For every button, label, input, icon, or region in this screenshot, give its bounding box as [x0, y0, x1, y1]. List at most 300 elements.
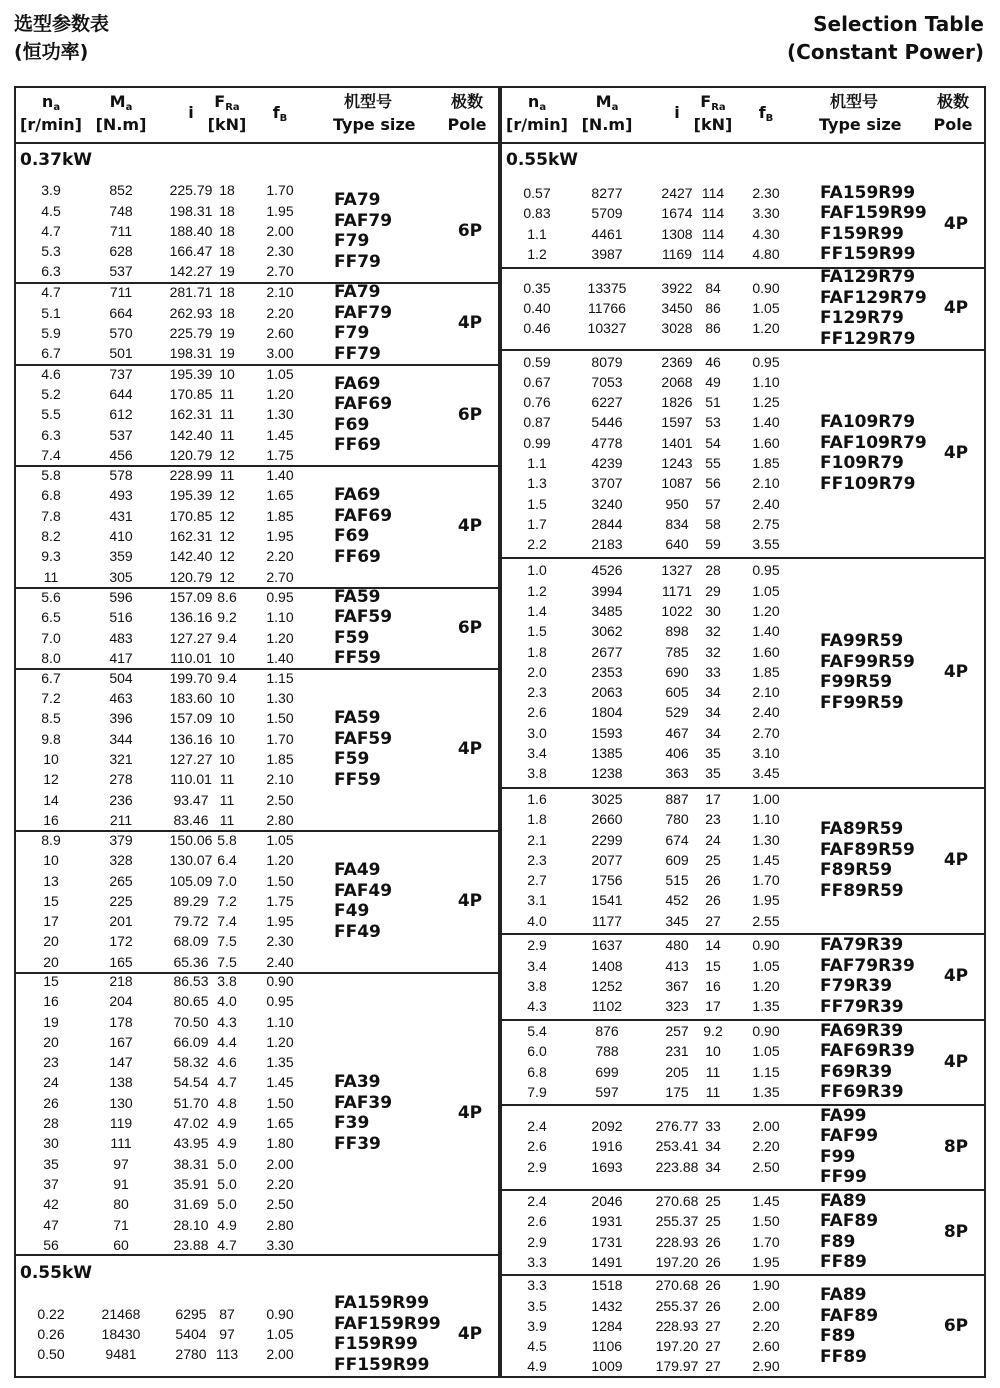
- type-size: FF69: [334, 546, 381, 567]
- type-size: FA79: [334, 282, 381, 302]
- table-row: [16, 587, 316, 607]
- table-row: [16, 1194, 316, 1214]
- cell-ratio: 255.37: [655, 1297, 699, 1314]
- cell-service-factor: 1.95: [752, 1253, 780, 1270]
- cell-speed: 12: [43, 771, 59, 788]
- type-size: FA159R99: [820, 182, 916, 203]
- cell-ratio: 80.65: [173, 993, 209, 1010]
- type-size: FF99: [820, 1167, 867, 1187]
- cell-service-factor: 2.40: [752, 495, 780, 512]
- type-size-list: [820, 1285, 940, 1367]
- cell-radial-load: 25: [705, 1213, 721, 1230]
- cell-ratio: 157.09: [169, 588, 213, 605]
- cell-service-factor: 0.95: [752, 562, 780, 579]
- cell-speed: 8.9: [41, 831, 61, 848]
- pole-count: 4P: [457, 516, 483, 536]
- cell-torque: 10327: [587, 320, 627, 337]
- type-size-list: [820, 819, 940, 901]
- cell-speed: 0.50: [37, 1346, 65, 1363]
- cell-torque: 91: [113, 1175, 129, 1192]
- cell-radial-load: 34: [705, 1138, 721, 1155]
- type-size: FA129R79: [820, 267, 916, 287]
- table-row: [16, 1052, 316, 1072]
- cell-radial-load: 3.8: [217, 972, 237, 989]
- table-row: [502, 1316, 802, 1336]
- cell-service-factor: 0.90: [752, 937, 780, 954]
- type-size: F109R79: [820, 453, 904, 473]
- table-row: [16, 628, 316, 648]
- cell-radial-load: 5.8: [217, 831, 237, 848]
- cell-ratio: 228.93: [655, 1233, 699, 1250]
- cell-ratio: 363: [665, 765, 689, 782]
- cell-ratio: 1597: [661, 414, 693, 431]
- cell-speed: 1.4: [527, 602, 547, 619]
- pole-count: 4P: [943, 966, 969, 986]
- cell-torque: 644: [109, 386, 133, 403]
- cell-service-factor: 1.35: [266, 1054, 294, 1071]
- table-row: [16, 445, 316, 465]
- cell-service-factor: 2.50: [266, 791, 294, 808]
- cell-torque: 2046: [591, 1192, 623, 1209]
- cell-speed: 3.1: [527, 892, 547, 909]
- cell-service-factor: 2.55: [752, 912, 780, 929]
- cell-ratio: 253.41: [655, 1138, 699, 1155]
- cell-radial-load: 28: [705, 562, 721, 579]
- cell-radial-load: 32: [705, 623, 721, 640]
- cell-speed: 0.67: [523, 373, 551, 390]
- type-size: F69: [334, 526, 370, 546]
- type-size: FF129R79: [820, 328, 916, 349]
- table-row: [502, 830, 802, 850]
- cell-radial-load: 25: [705, 1192, 721, 1209]
- type-size: FAF89: [820, 1305, 879, 1326]
- cell-radial-load: 114: [701, 245, 725, 262]
- cell-service-factor: 2.10: [752, 684, 780, 701]
- cell-ratio: 195.39: [169, 365, 213, 382]
- cell-ratio: 198.31: [169, 202, 213, 219]
- col-torque-unit: [N.m]: [95, 115, 147, 134]
- col-type-size-en: Type size: [819, 115, 902, 134]
- cell-radial-load: 55: [705, 455, 721, 471]
- group-divider: [502, 557, 984, 559]
- table-row: [502, 203, 802, 223]
- cell-torque: 8277: [591, 184, 623, 201]
- cell-ratio: 66.09: [173, 1033, 209, 1050]
- cell-speed: 4.5: [41, 202, 61, 219]
- col-pole: [918, 91, 986, 137]
- cell-radial-load: 15: [705, 957, 721, 974]
- cell-torque: 3025: [591, 790, 623, 807]
- cell-ratio: 3450: [661, 299, 693, 316]
- table-row: [502, 352, 802, 372]
- pole-count: 6P: [457, 617, 483, 638]
- cell-speed: 2.6: [527, 1138, 547, 1155]
- cell-torque: 664: [109, 304, 133, 321]
- col-type-size: [333, 91, 416, 137]
- type-size: FF69R39: [820, 1082, 904, 1102]
- pole-count: 4P: [457, 891, 483, 911]
- cell-speed: 1.1: [527, 455, 547, 471]
- cell-ratio: 142.40: [169, 426, 213, 443]
- cell-service-factor: 2.10: [266, 771, 294, 788]
- cell-radial-load: 12: [219, 548, 235, 565]
- type-size: FAF89R59: [820, 839, 915, 860]
- col-radial-load-unit: [kN]: [207, 115, 247, 134]
- cell-service-factor: 1.50: [266, 872, 294, 889]
- cell-radial-load: 26: [705, 892, 721, 909]
- col-speed-sub: a: [53, 102, 61, 113]
- table-row: [502, 1356, 802, 1376]
- cell-ratio: 58.32: [173, 1054, 209, 1071]
- col-speed: [502, 91, 572, 137]
- cell-torque: 13375: [587, 279, 627, 296]
- type-size-list: [334, 1293, 454, 1375]
- type-size: FA89: [820, 1190, 867, 1211]
- cell-torque: 278: [109, 771, 133, 788]
- cell-radial-load: 9.4: [217, 629, 237, 646]
- type-size: FAF79: [334, 210, 393, 231]
- col-type-size-zh: 机型号: [343, 92, 392, 111]
- table-row: [16, 830, 316, 850]
- type-size: FF89: [820, 1252, 867, 1272]
- pole-count: 4P: [457, 1103, 483, 1123]
- cell-radial-load: 10: [705, 1043, 721, 1060]
- cell-radial-load: 5.0: [217, 1196, 237, 1213]
- cell-radial-load: 114: [701, 205, 725, 222]
- type-size: F89: [820, 1326, 856, 1346]
- cell-radial-load: 26: [705, 1233, 721, 1250]
- table-row: [16, 971, 316, 991]
- cell-radial-load: 51: [705, 394, 721, 411]
- cell-speed: 13: [43, 872, 59, 889]
- cell-service-factor: 2.00: [266, 222, 294, 239]
- table-row: [16, 404, 316, 424]
- cell-radial-load: 57: [705, 495, 721, 512]
- table-row: [16, 261, 316, 281]
- table-row: [16, 1324, 316, 1344]
- cell-ratio: 231: [665, 1043, 689, 1060]
- cell-speed: 2.1: [527, 831, 547, 848]
- type-size: FAF159R99: [820, 203, 927, 223]
- cell-speed: 3.3: [527, 1277, 547, 1294]
- cell-radial-load: 11: [219, 771, 235, 788]
- cell-speed: 3.4: [527, 957, 547, 974]
- cell-speed: 5.4: [527, 1022, 547, 1039]
- cell-service-factor: 1.30: [266, 690, 294, 707]
- cell-torque: 6227: [591, 394, 623, 411]
- cell-radial-load: 35: [705, 745, 721, 762]
- cell-service-factor: 1.65: [266, 1115, 294, 1131]
- table-row: [502, 935, 802, 955]
- cell-torque: 111: [110, 1135, 132, 1152]
- table-row: [16, 180, 316, 200]
- cell-service-factor: 1.50: [266, 1094, 294, 1111]
- cell-speed: 4.0: [527, 912, 547, 929]
- cell-ratio: 199.70: [169, 669, 213, 686]
- cell-radial-load: 9.2: [703, 1022, 723, 1039]
- type-size: FA69R39: [820, 1020, 904, 1041]
- type-size: FA159R99: [334, 1293, 430, 1313]
- cell-service-factor: 2.60: [266, 325, 294, 341]
- table-row: [16, 485, 316, 505]
- cell-radial-load: 33: [705, 663, 721, 680]
- cell-ratio: 110.01: [170, 771, 212, 788]
- cell-radial-load: 34: [705, 684, 721, 701]
- cell-torque: 165: [109, 953, 133, 970]
- table-row: [502, 514, 802, 534]
- cell-service-factor: 2.00: [752, 1297, 780, 1314]
- title-zh-line2: (恒功率): [14, 41, 89, 63]
- cell-ratio: 480: [665, 937, 689, 954]
- table-row: [502, 298, 802, 318]
- cell-ratio: 31.69: [173, 1196, 209, 1213]
- type-size: F79R39: [820, 976, 893, 996]
- cell-speed: 1.8: [527, 643, 547, 660]
- cell-speed: 1.8: [527, 811, 547, 828]
- cell-ratio: 35.91: [173, 1175, 209, 1192]
- cell-ratio: 68.09: [173, 933, 209, 950]
- cell-radial-load: 8.6: [217, 588, 237, 605]
- table-row: [16, 1012, 316, 1032]
- cell-radial-load: 6.4: [217, 852, 237, 869]
- cell-speed: 0.26: [37, 1325, 65, 1342]
- cell-radial-load: 27: [705, 1338, 721, 1355]
- cell-torque: 236: [109, 791, 133, 808]
- cell-speed: 19: [43, 1013, 59, 1030]
- cell-speed: 9.3: [41, 548, 61, 565]
- type-size-list: [334, 485, 454, 567]
- type-size: FF59: [334, 648, 381, 668]
- cell-radial-load: 9.4: [217, 669, 237, 686]
- type-size: FAF79: [334, 302, 393, 323]
- cell-torque: 2299: [591, 831, 623, 848]
- cell-speed: 2.9: [527, 937, 547, 954]
- cell-service-factor: 1.05: [752, 299, 780, 316]
- cell-ratio: 529: [665, 704, 689, 721]
- cell-torque: 3707: [591, 475, 623, 492]
- type-size: FF159R99: [334, 1354, 430, 1375]
- cell-torque: 60: [113, 1236, 129, 1253]
- cell-service-factor: 1.05: [266, 831, 294, 848]
- table-row: [16, 303, 316, 323]
- cell-radial-load: 27: [705, 1317, 721, 1334]
- cell-speed: 24: [43, 1074, 59, 1091]
- table-row: [502, 911, 802, 931]
- cell-radial-load: 26: [705, 1297, 721, 1314]
- cell-speed: 3.5: [527, 1297, 547, 1314]
- cell-ratio: 413: [665, 957, 689, 974]
- type-size: F79: [334, 231, 370, 251]
- cell-torque: 5709: [591, 205, 623, 222]
- cell-torque: 711: [109, 284, 133, 301]
- cell-torque: 225: [109, 892, 133, 909]
- type-size-list: [334, 190, 454, 272]
- table-row: [16, 1072, 316, 1092]
- cell-radial-load: 5.0: [217, 1175, 237, 1192]
- col-torque-sub: a: [125, 102, 133, 113]
- cell-radial-load: 10: [219, 649, 235, 666]
- pole-count: 4P: [457, 1324, 483, 1344]
- table-row: [16, 810, 316, 830]
- cell-speed: 5.5: [41, 406, 61, 423]
- cell-radial-load: 18: [219, 304, 235, 321]
- cell-torque: 119: [109, 1115, 133, 1131]
- cell-torque: 1432: [591, 1297, 623, 1314]
- cell-speed: 1.2: [527, 245, 547, 262]
- cell-radial-load: 114: [701, 225, 725, 242]
- cell-service-factor: 1.05: [752, 582, 780, 599]
- left-table: [14, 86, 500, 1378]
- cell-speed: 14: [43, 791, 59, 808]
- cell-speed: 6.0: [527, 1043, 547, 1060]
- pole-count: 4P: [943, 850, 969, 870]
- cell-service-factor: 2.10: [752, 475, 780, 492]
- type-size: FF99R59: [820, 692, 904, 713]
- type-size-list: [334, 282, 454, 364]
- cell-torque: 178: [109, 1013, 133, 1030]
- cell-speed: 3.9: [41, 182, 61, 199]
- col-torque-symbol: $M_a$: [595, 92, 619, 113]
- cell-ratio: 270.68: [655, 1277, 699, 1294]
- cell-ratio: 2068: [661, 373, 693, 390]
- cell-service-factor: 1.20: [752, 320, 780, 337]
- cell-ratio: 38.31: [173, 1155, 209, 1172]
- cell-radial-load: 11: [219, 426, 235, 443]
- cell-service-factor: 1.90: [752, 1277, 780, 1294]
- cell-ratio: 1674: [661, 205, 693, 222]
- cell-speed: 42: [43, 1196, 59, 1213]
- col-service-factor: $f_B$: [758, 103, 774, 124]
- cell-ratio: 166.47: [169, 243, 213, 260]
- cell-torque: 501: [109, 345, 133, 362]
- cell-torque: 7053: [591, 373, 623, 390]
- cell-radial-load: 12: [219, 487, 235, 504]
- cell-speed: 2.0: [527, 663, 547, 680]
- cell-radial-load: 4.3: [217, 1013, 237, 1030]
- cell-radial-load: 19: [219, 345, 235, 362]
- cell-speed: 17: [43, 913, 59, 930]
- cell-ratio: 89.29: [173, 892, 209, 909]
- cell-speed: 20: [43, 1033, 59, 1050]
- table-row: [16, 384, 316, 404]
- cell-speed: 2.3: [527, 851, 547, 868]
- cell-torque: 1385: [591, 745, 623, 762]
- col-type-size-zh: 机型号: [829, 92, 878, 111]
- cell-speed: 11: [43, 568, 59, 585]
- cell-radial-load: 56: [705, 475, 721, 492]
- cell-service-factor: 0.95: [266, 993, 294, 1010]
- table-row: [502, 1252, 802, 1272]
- cell-torque: 699: [595, 1063, 619, 1080]
- table-row: [16, 546, 316, 566]
- cell-radial-load: 16: [705, 978, 721, 994]
- cell-service-factor: 1.80: [266, 1135, 294, 1152]
- cell-speed: 10: [43, 751, 59, 767]
- cell-radial-load: 7.5: [217, 933, 237, 950]
- cell-speed: 8.5: [41, 710, 61, 727]
- type-size: F79: [334, 323, 370, 343]
- type-size: FA69: [334, 373, 381, 394]
- type-size-list: [820, 631, 940, 713]
- cell-radial-load: 11: [219, 406, 235, 423]
- table-row: [16, 668, 316, 688]
- cell-torque: 265: [109, 872, 133, 889]
- type-size: FA109R79: [820, 412, 916, 432]
- table-row: [16, 465, 316, 485]
- cell-service-factor: 0.95: [266, 588, 294, 605]
- cell-ratio: 136.16: [169, 609, 213, 626]
- table-row: [502, 956, 802, 976]
- table-row: [16, 1344, 316, 1364]
- cell-radial-load: 14: [705, 937, 721, 954]
- table-row: [16, 769, 316, 789]
- cell-speed: 3.3: [527, 1253, 547, 1270]
- cell-radial-load: 86: [705, 299, 721, 316]
- cell-speed: 47: [43, 1216, 59, 1233]
- cell-speed: 15: [43, 892, 59, 909]
- table-row: [16, 1215, 316, 1235]
- type-size: FA79R39: [820, 935, 904, 955]
- table-row: [502, 278, 802, 298]
- cell-ratio: 367: [665, 978, 689, 994]
- cell-radial-load: 29: [705, 582, 721, 599]
- cell-service-factor: 1.20: [266, 1033, 294, 1050]
- type-size: FA59: [334, 586, 381, 607]
- cell-ratio: 780: [665, 811, 689, 828]
- cell-torque: 1931: [591, 1213, 623, 1230]
- cell-radial-load: 11: [705, 1083, 721, 1100]
- type-size: FAF59: [334, 607, 393, 627]
- cell-service-factor: 2.20: [266, 548, 294, 565]
- type-size: F49: [334, 901, 370, 921]
- cell-torque: 4461: [591, 225, 623, 242]
- cell-ratio: 142.40: [169, 548, 213, 565]
- type-size-list: [820, 935, 940, 1017]
- type-size: FAF89: [820, 1211, 879, 1231]
- cell-radial-load: 24: [705, 831, 721, 848]
- table-row: [502, 1191, 802, 1211]
- cell-radial-load: 9.2: [217, 609, 237, 626]
- cell-service-factor: 1.45: [752, 1192, 780, 1209]
- cell-radial-load: 7.4: [217, 913, 237, 930]
- cell-torque: 612: [109, 406, 133, 423]
- cell-speed: 8.2: [41, 528, 61, 544]
- cell-service-factor: 1.50: [752, 1213, 780, 1230]
- col-pole-en: Pole: [933, 115, 973, 134]
- col-service-factor-sub: B: [765, 113, 774, 124]
- pole-count: 4P: [943, 213, 969, 234]
- cell-radial-load: 17: [705, 790, 721, 807]
- cell-speed: 0.22: [37, 1305, 65, 1322]
- cell-speed: 7.4: [41, 446, 61, 463]
- col-pole-zh: 极数: [936, 92, 969, 111]
- cell-torque: 147: [109, 1054, 133, 1071]
- type-size: FA99R59: [820, 631, 904, 651]
- cell-torque: 1009: [591, 1358, 623, 1375]
- cell-torque: 1518: [591, 1277, 623, 1294]
- cell-ratio: 179.97: [655, 1358, 699, 1375]
- type-size: FF79: [334, 251, 381, 272]
- cell-speed: 6.3: [41, 426, 61, 443]
- cell-ratio: 452: [665, 892, 689, 909]
- cell-torque: 379: [109, 831, 133, 848]
- table-row: [502, 1136, 802, 1156]
- table-row: [502, 642, 802, 662]
- cell-torque: 305: [109, 568, 133, 585]
- cell-radial-load: 10: [219, 751, 235, 767]
- cell-torque: 596: [109, 588, 133, 605]
- type-size: F39: [334, 1113, 370, 1133]
